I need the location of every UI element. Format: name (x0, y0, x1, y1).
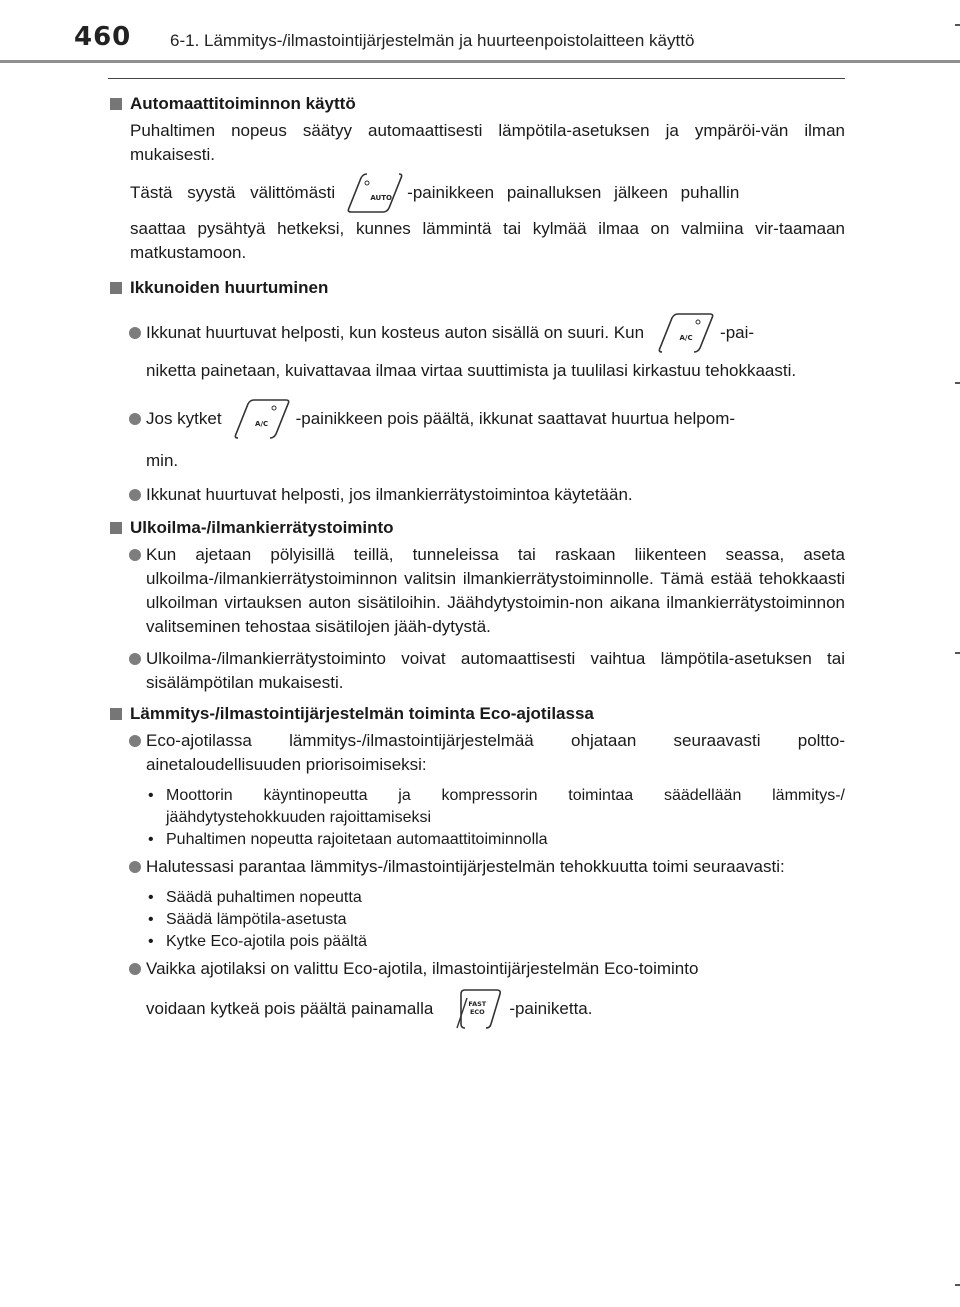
round-bullet-icon (129, 549, 141, 561)
square-bullet-icon (110, 522, 122, 534)
sub-list (108, 887, 845, 953)
bullet-item: Ikkunat huurtuvat helposti, jos ilmankierrätystoimintoa käytetään. (108, 483, 845, 507)
section-automatic-mode (108, 93, 845, 265)
paragraph: saattaa pysähtyä hetkeksi, kunnes lämmintä tai kylmää ilmaa on valmiina vir-taamaan matkustamoon. (130, 219, 845, 262)
square-bullet-icon (110, 708, 122, 720)
square-bullet-icon (110, 98, 122, 110)
ac-button-icon: A/C (234, 398, 290, 440)
page-number: 460 (74, 22, 132, 52)
ac-button-icon: A/C (658, 312, 714, 354)
round-bullet-icon (129, 413, 141, 425)
edge-mark (955, 652, 960, 654)
bullet-item: Ulkoilma-/ilmankierrätystoiminto voivat automaattisesti vaihtua lämpötila-asetuksen tai sisälämpötilan mukaisesti. (108, 647, 845, 695)
bullet-item: Jos kytket A/C -painikkeen pois päältä, ikkunat saattavat huurtua helpom- (108, 395, 845, 443)
page-content (108, 78, 845, 1033)
sub-list-item: • Säädä puhaltimen nopeutta (148, 889, 362, 906)
bullet-item: Vaikka ajotilaksi on valittu Eco-ajotila, ilmastointijärjestelmän Eco-toiminto (108, 957, 845, 981)
round-bullet-icon (129, 327, 141, 339)
round-bullet-icon (129, 653, 141, 665)
bullet-item: Eco-ajotilassa lämmitys-/ilmastointijärjestelmää ohjataan seuraavasti poltto-ainetaloudellisuuden priorisoimiseksi: (108, 729, 845, 777)
sub-list-item: • Kytke Eco-ajotila pois päältä (148, 933, 367, 950)
round-bullet-icon (129, 489, 141, 501)
sub-list-item: • Säädä lämpötila-asetusta (148, 911, 347, 928)
header-rule (0, 60, 960, 63)
section-eco-mode (108, 703, 845, 1033)
auto-button-icon: AUTO (347, 172, 403, 214)
bullet-item: Kun ajetaan pölyisillä teillä, tunneleissa tai raskaan liikenteen seassa, aseta ulkoilma-/ilmankierrätystoiminnon valitsin ilmankierrätystoiminnolle. Tämä estää tehokkaasti ulkoilman virtauksen auton sisätiloihin. Jäähdytystoimin-non aikana ilmankierrätystoiminnon valitseminen tehostaa sisätilojen jääh-dytystä. (108, 543, 845, 639)
sub-list (108, 785, 845, 851)
section-outside-recirculation (108, 517, 845, 695)
fast-eco-button-icon: FAST ECO (451, 988, 507, 1030)
edge-mark (955, 382, 960, 384)
edge-mark (955, 24, 960, 26)
paragraph: Puhaltimen nopeus säätyy automaattisesti lämpötila-asetuksen ja ympäröi-vän ilman mukaisesti. (130, 121, 845, 164)
section-heading: Lämmitys-/ilmastointijärjestelmän toiminta Eco-ajotilassa (108, 703, 845, 725)
round-bullet-icon (129, 861, 141, 873)
bullet-item: Halutessasi parantaa lämmitys-/ilmastointijärjestelmän tehokkuutta toimi seuraavasti: (108, 855, 845, 879)
section-title: 6-1. Lämmitys-/ilmastointijärjestelmän ja huurteenpoistolaitteen käyttö (170, 31, 695, 50)
square-bullet-icon (110, 282, 122, 294)
sub-list-item: • Puhaltimen nopeutta rajoitetaan automaattitoiminnolla (148, 831, 548, 848)
bullet-item: Ikkunat huurtuvat helposti, kun kosteus auton sisällä on suuri. Kun A/C -pai- (108, 309, 845, 357)
bullet-continuation: niketta painetaan, kuivattavaa ilmaa virtaa suuttimista ja tuulilasi kirkastuu tehokkaasti. (146, 361, 797, 380)
page-header (0, 0, 960, 64)
paragraph-with-button: Tästä syystä välittömästi AUTO -painikkeen painalluksen jälkeen puhallin (130, 169, 845, 217)
bullet-continuation: min. (146, 451, 179, 470)
bullet-continuation: voidaan kytkeä pois päältä painamalla FAST ECO -painiketta. (108, 985, 845, 1033)
section-window-fogging (108, 277, 845, 507)
edge-mark (955, 1284, 960, 1286)
round-bullet-icon (129, 735, 141, 747)
section-heading: Automaattitoiminnon käyttö (108, 93, 845, 115)
round-bullet-icon (129, 963, 141, 975)
content-top-rule (108, 78, 845, 79)
section-heading: Ikkunoiden huurtuminen (108, 277, 845, 299)
section-heading: Ulkoilma-/ilmankierrätystoiminto (108, 517, 845, 539)
sub-list-item: • Moottorin käyntinopeutta ja kompressorin toimintaa säädellään lämmitys-/ jäähdytystehokkuuden rajoittamiseksi (148, 787, 845, 826)
